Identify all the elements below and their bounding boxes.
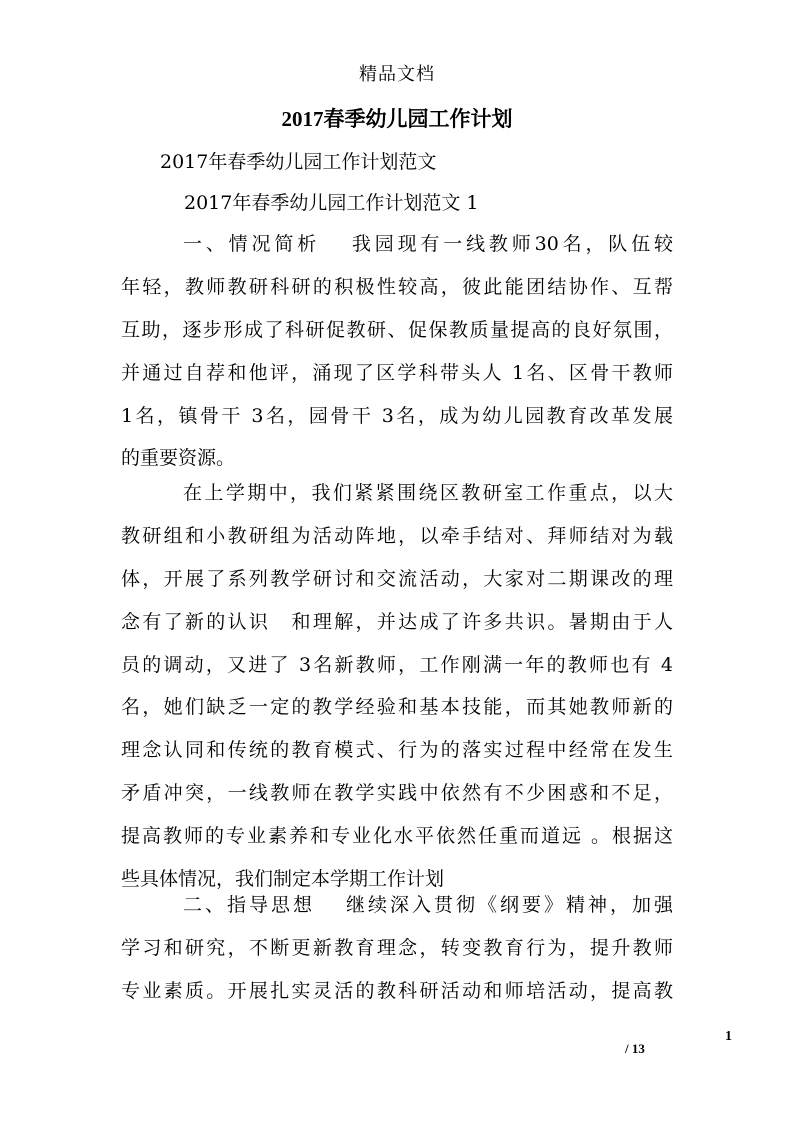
paragraph-line: 教研组和小教研组为活动阵地，以牵手结对、拜师结对为载 [121,524,673,547]
paragraph-line: 1名，镇骨干 3名，园骨干 3名，成为幼儿园教育改革发展 [121,404,673,427]
paragraph-line [121,884,673,927]
paragraph-line: 年轻，教师教研科研的积极性较高，彼此能团结协作、互帮 [121,275,673,298]
page-number: 1 [725,1029,732,1044]
paragraph-line: 些具体情况，我们制定本学期工作计划 [121,868,445,891]
paragraph-line: 互助，逐步形成了科研促教研、促保教质量提高的良好氛围， [121,318,673,341]
paragraph-guiding-principles [121,884,673,1013]
paragraph-last-semester [121,472,673,901]
paragraph-line: 并通过自荐和他评，涌现了区学科带头人 1名、区骨干教师 [121,361,673,384]
paragraph-line: 体，开展了系列教学研讨和交流活动，大家对二期课改的理 [121,567,673,590]
paragraph-line: 的重要资源。 [121,447,236,470]
section-heading: 二、指导思想 [183,894,315,916]
section-heading: 一、情况简析 [183,233,321,255]
document-header: 精品文档 [359,64,435,85]
paragraph-line: 在上学期中，我们紧紧围绕区教研室工作重点，以大 [183,482,673,504]
paragraph-line: 念有了新的认识 和理解，并达成了许多共识。暑期由于人 [121,610,673,633]
document-title: 2017春季幼儿园工作计划 [281,107,513,131]
paragraph-line: 员的调动，又进了 3名新教师，工作刚满一年的教师也有 4 [121,653,673,676]
line-text: 我园现有一线教师30名，队伍较 [348,233,673,255]
paragraph-line: 名，她们缺乏一定的教学经验和基本技能，而其她教师新的 [121,696,673,719]
paragraph-line: 理念认同和传统的教育模式、行为的落实过程中经常在发生 [121,739,673,762]
page-total: / 13 [625,1041,645,1056]
paragraph-line: 学习和研究，不断更新教育理念，转变教育行为，提升教师 [121,936,673,959]
line-text: 继续深入贯彻《纲要》精神，加强 [343,894,673,916]
paragraph-line [121,223,673,266]
document-subtitle: 2017年春季幼儿园工作计划范文 [160,151,437,173]
paragraph-line: 矛盾冲突，一线教师在教学实践中依然有不少困惑和不足， [121,782,673,805]
paragraph-line: 提高教师的专业素养和专业化水平依然任重而道远 。根据这 [121,825,673,848]
paragraph-line: 专业素质。开展扎实灵活的教科研活动和师培活动，提高教 [121,979,673,1002]
paragraph-situation-analysis [121,223,673,480]
section-subheading: 2017年春季幼儿园工作计划范文 1 [184,192,479,214]
